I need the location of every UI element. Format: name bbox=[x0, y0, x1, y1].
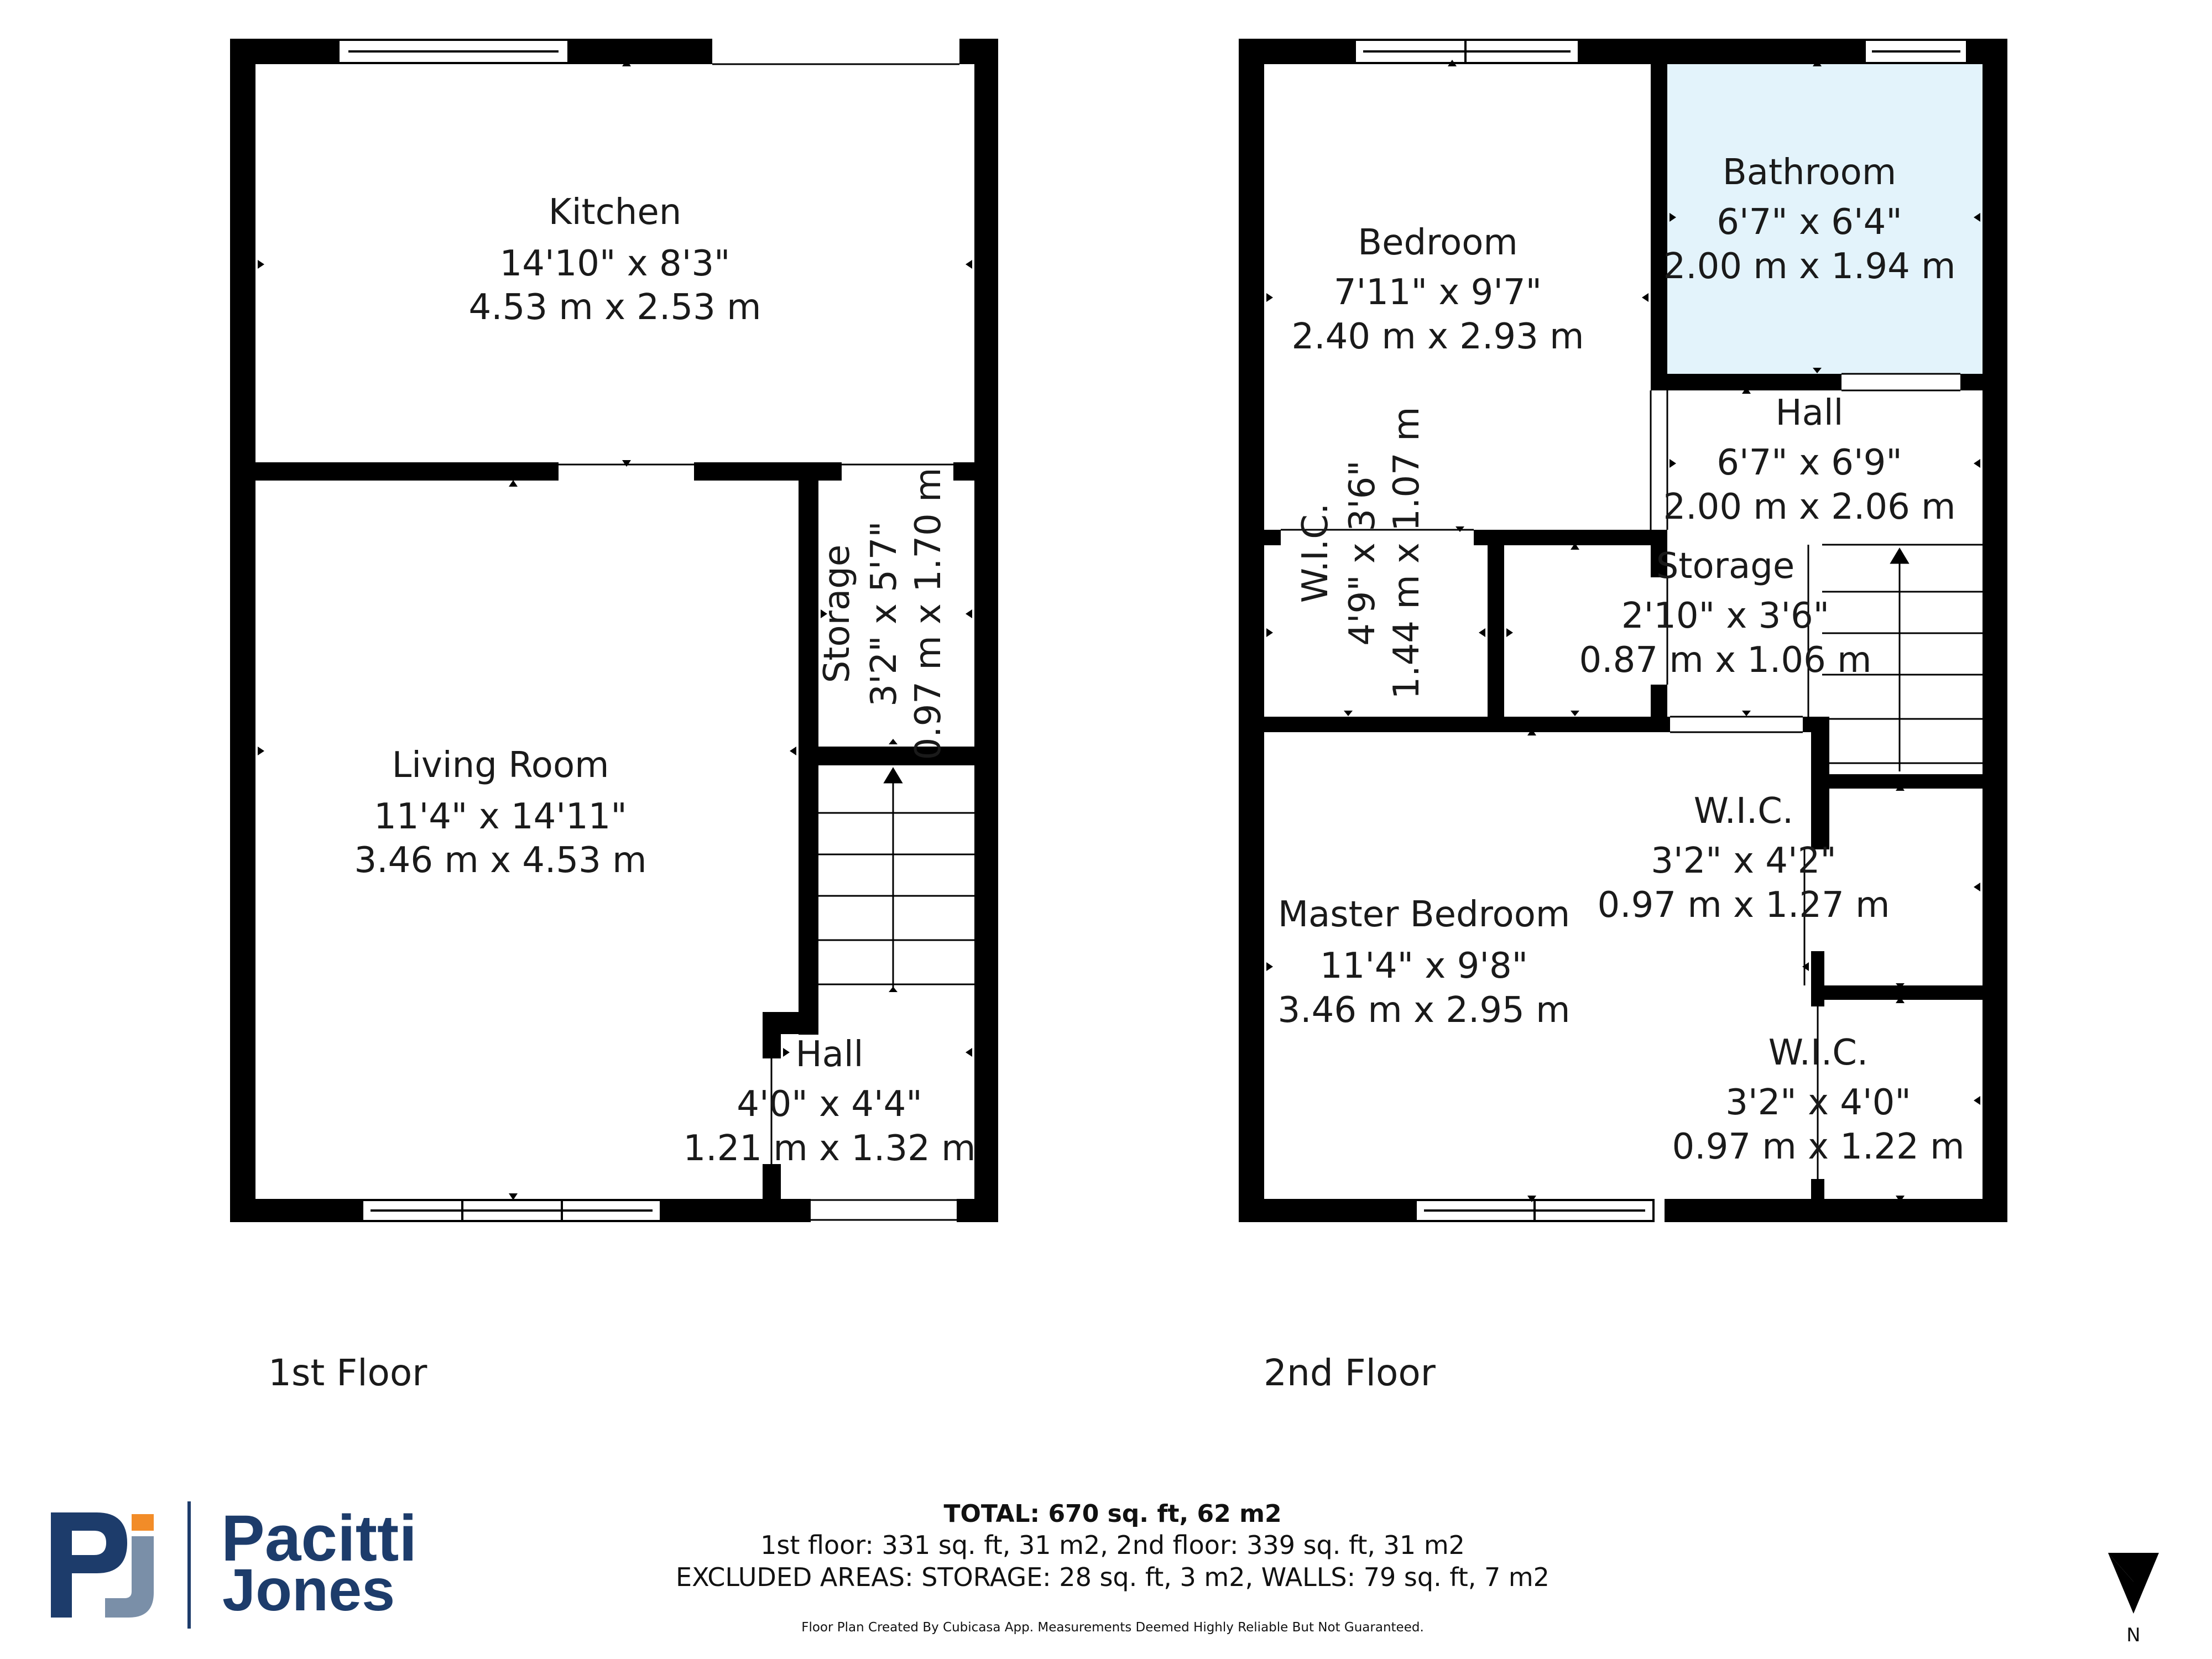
area-totals bbox=[676, 1500, 1550, 1635]
floor-label: 2nd Floor bbox=[1264, 1352, 1436, 1394]
logo-line2: Jones bbox=[222, 1556, 395, 1623]
room-wic-bedroom bbox=[1295, 407, 1427, 700]
room-bedroom bbox=[1292, 222, 1584, 357]
room-name: W.I.C. bbox=[1295, 503, 1336, 603]
north-label: N bbox=[2126, 1624, 2141, 1646]
second-floor-plan bbox=[1239, 39, 2007, 1394]
disclaimer: Floor Plan Created By Cubicasa App. Measurements Deemed Highly Reliable But Not Guaranteed. bbox=[801, 1620, 1424, 1635]
floor-areas: 1st floor: 331 sq. ft, 31 m2, 2nd floor: 339 sq. ft, 31 m2 bbox=[760, 1530, 1465, 1560]
room-metric: 2.40 m x 2.93 m bbox=[1291, 316, 1584, 357]
room-imperial: 3'2" x 4'0" bbox=[1725, 1082, 1911, 1123]
room-living-room bbox=[354, 745, 647, 881]
room-metric: 4.53 m x 2.53 m bbox=[468, 287, 761, 328]
room-metric: 0.97 m x 1.22 m bbox=[1672, 1126, 1965, 1167]
room-name: Master Bedroom bbox=[1277, 894, 1571, 935]
room-wic-master bbox=[1598, 791, 1890, 926]
room-imperial: 14'10" x 8'3" bbox=[499, 243, 731, 284]
room-metric: 3.46 m x 4.53 m bbox=[354, 840, 647, 881]
room-imperial: 3'2" x 5'7" bbox=[864, 521, 905, 707]
room-metric: 0.87 m x 1.06 m bbox=[1579, 640, 1872, 681]
room-master-bedroom bbox=[1278, 894, 1571, 1031]
room-name: Living Room bbox=[392, 745, 609, 786]
room-metric: 0.97 m x 1.70 m bbox=[908, 467, 949, 760]
room-metric: 0.97 m x 1.27 m bbox=[1597, 885, 1890, 926]
room-metric: 2.00 m x 2.06 m bbox=[1663, 487, 1956, 528]
stairs-up-arrow-icon bbox=[885, 769, 901, 782]
logo-divider bbox=[187, 1501, 191, 1629]
pacitti-jones-logo bbox=[51, 1501, 417, 1629]
room-metric: 1.44 m x 1.07 m bbox=[1386, 406, 1427, 700]
room-imperial: 4'0" x 4'4" bbox=[737, 1084, 922, 1125]
room-name: Bathroom bbox=[1722, 152, 1897, 193]
first-floor-plan bbox=[230, 39, 998, 1394]
room-name: Kitchen bbox=[548, 192, 682, 233]
room-name: Hall bbox=[1775, 393, 1844, 434]
room-wic-lower bbox=[1672, 1032, 1965, 1167]
room-name: W.I.C. bbox=[1768, 1032, 1869, 1073]
room-metric: 3.46 m x 2.95 m bbox=[1277, 990, 1571, 1031]
first-floor-stairs bbox=[818, 769, 974, 990]
pj-logo-mark-icon bbox=[51, 1512, 154, 1618]
floor-label: 1st Floor bbox=[268, 1352, 427, 1394]
excluded-areas: EXCLUDED AREAS: STORAGE: 28 sq. ft, 3 m2, WALLS: 79 sq. ft, 7 m2 bbox=[676, 1562, 1550, 1592]
room-imperial: 2'10" x 3'6" bbox=[1621, 596, 1830, 637]
room-imperial: 6'7" x 6'4" bbox=[1717, 202, 1902, 243]
room-storage bbox=[817, 468, 949, 760]
total-area: TOTAL: 670 sq. ft, 62 m2 bbox=[943, 1500, 1282, 1528]
room-kitchen bbox=[469, 192, 761, 328]
room-name: Storage bbox=[1656, 546, 1795, 587]
room-name: W.I.C. bbox=[1693, 791, 1794, 832]
north-indicator bbox=[2108, 1553, 2159, 1646]
room-imperial: 11'4" x 14'11" bbox=[374, 796, 627, 837]
room-name: Storage bbox=[817, 544, 858, 684]
stairs-up-arrow-icon bbox=[1891, 549, 1908, 563]
room-storage-upper bbox=[1579, 546, 1872, 681]
room-imperial: 6'7" x 6'9" bbox=[1717, 442, 1902, 483]
logo-line1: Pacitti bbox=[221, 1502, 418, 1575]
room-name: Bedroom bbox=[1358, 222, 1518, 263]
room-imperial: 7'11" x 9'7" bbox=[1333, 272, 1542, 313]
room-imperial: 4'9" x 3'6" bbox=[1342, 460, 1383, 646]
room-metric: 2.00 m x 1.94 m bbox=[1663, 246, 1956, 287]
room-hall bbox=[684, 1034, 976, 1169]
room-imperial: 11'4" x 9'8" bbox=[1319, 946, 1528, 987]
room-name: Hall bbox=[795, 1034, 864, 1075]
room-imperial: 3'2" x 4'2" bbox=[1651, 841, 1837, 881]
room-metric: 1.21 m x 1.32 m bbox=[683, 1128, 976, 1169]
room-hall-upper bbox=[1663, 393, 1956, 528]
